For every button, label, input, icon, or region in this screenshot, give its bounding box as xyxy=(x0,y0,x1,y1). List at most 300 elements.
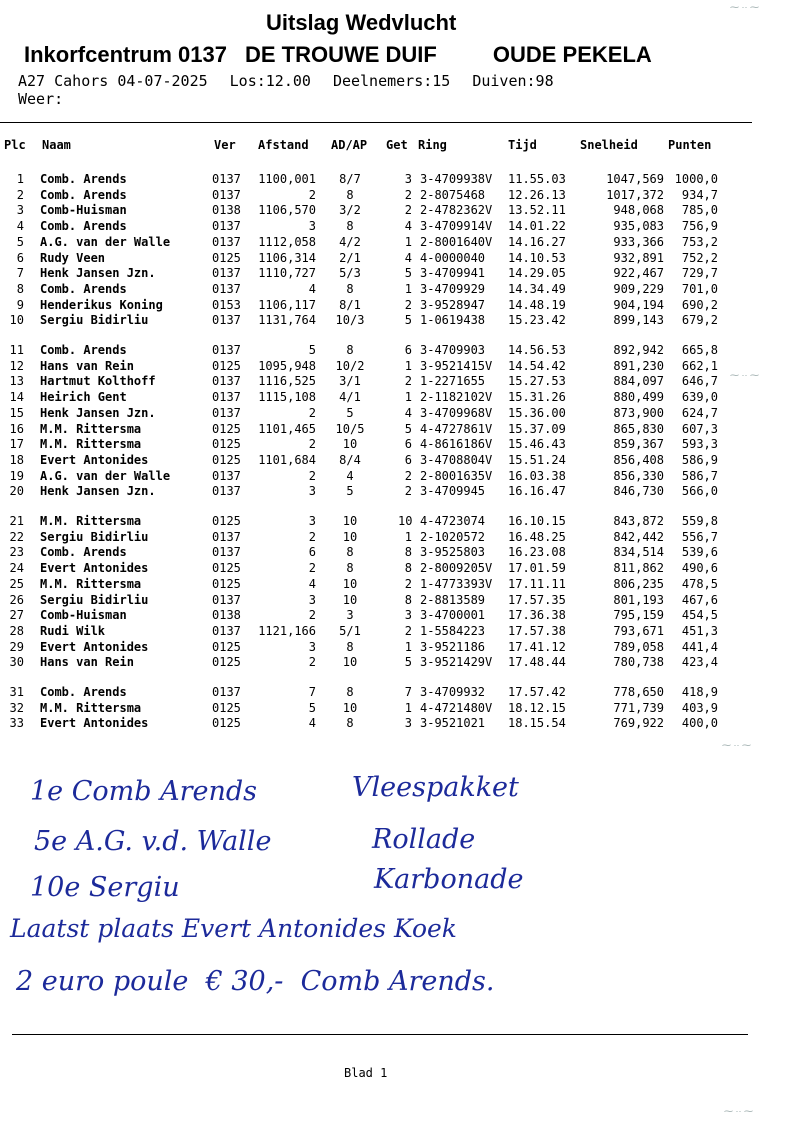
table-row xyxy=(0,469,800,485)
cell-punten: 490,6 xyxy=(681,561,718,576)
cell-snelheid: 834,514 xyxy=(613,545,664,560)
cell-ring: 4-0000040 xyxy=(420,250,486,265)
cell-naam: Henk Jansen Jzn. xyxy=(40,484,156,499)
handwritten-note-5: 2 euro poule € 30,- Comb Arends. xyxy=(16,966,495,997)
table-row xyxy=(0,172,800,188)
cell-ring: 3-9521429V xyxy=(420,655,493,670)
cell-naam: Sergiu Bidirliu xyxy=(40,592,149,607)
cell-naam: Hans van Rein xyxy=(40,358,134,373)
cell-get: 4 xyxy=(404,405,412,420)
cell-plc: 24 xyxy=(9,561,24,576)
cell-get: 6 xyxy=(404,437,412,452)
cell-afstand: 1131,764 xyxy=(258,313,316,328)
table-row xyxy=(0,561,800,577)
cell-ring: 1-5584223 xyxy=(420,623,486,638)
cell-tijd: 15.36.00 xyxy=(508,405,566,420)
cell-tijd: 14.01.22 xyxy=(508,219,566,234)
cell-plc: 18 xyxy=(9,452,24,467)
cell-afstand: 1115,108 xyxy=(258,390,316,405)
cell-plc: 13 xyxy=(9,374,24,389)
cell-plc: 27 xyxy=(9,608,24,623)
table-row xyxy=(0,251,800,267)
cell-snelheid: 899,143 xyxy=(613,313,664,328)
cell-get: 4 xyxy=(404,219,412,234)
cell-tijd: 15.37.09 xyxy=(508,421,566,436)
cell-naam: Henk Jansen Jzn. xyxy=(40,405,156,420)
cell-ring: 2-8009205V xyxy=(420,561,493,576)
cell-afstand: 5 xyxy=(308,700,316,715)
cell-adap: 4 xyxy=(346,468,354,483)
cell-ver: 0137 xyxy=(212,484,241,499)
table-row xyxy=(0,484,800,500)
cell-plc: 26 xyxy=(9,592,24,607)
cell-afstand: 2 xyxy=(308,655,316,670)
cell-ring: 4-8616186V xyxy=(420,437,493,452)
cell-get: 8 xyxy=(404,592,412,607)
cell-get: 10 xyxy=(398,514,413,528)
cell-ring: 3-4709941 xyxy=(420,266,486,281)
cell-punten: 665,8 xyxy=(681,343,718,357)
cell-afstand: 1106,117 xyxy=(258,297,316,312)
col-plc: Plc xyxy=(4,138,26,152)
cell-ver: 0125 xyxy=(212,358,241,373)
cell-tijd: 12.26.13 xyxy=(508,187,566,202)
cell-tijd: 13.52.11 xyxy=(508,203,566,218)
col-punten: Punten xyxy=(668,138,712,152)
cell-adap: 3/1 xyxy=(339,374,361,389)
weather: Weer: xyxy=(18,90,64,108)
cell-afstand: 2 xyxy=(308,529,316,544)
cell-ver: 0125 xyxy=(212,639,241,654)
cell-snelheid: 904,194 xyxy=(613,297,664,312)
cell-afstand: 1101,465 xyxy=(258,421,316,436)
cell-naam: M.M. Rittersma xyxy=(40,700,142,715)
cell-ver: 0125 xyxy=(212,576,241,591)
cell-naam: Henderikus Koning xyxy=(40,297,163,312)
cell-plc: 16 xyxy=(9,421,24,436)
cell-adap: 5 xyxy=(346,405,354,420)
cell-tijd: 14.48.19 xyxy=(508,297,566,312)
cell-naam: Hartmut Kolthoff xyxy=(40,374,156,389)
cell-snelheid: 948,068 xyxy=(613,203,664,218)
cell-ver: 0137 xyxy=(212,187,241,202)
cell-naam: Comb. Arends xyxy=(40,545,127,560)
cell-punten: 729,7 xyxy=(681,266,718,281)
table-row xyxy=(0,593,800,609)
cell-punten: 646,7 xyxy=(681,374,718,389)
cell-punten: 1000,0 xyxy=(674,172,718,186)
cell-afstand: 1106,314 xyxy=(258,250,316,265)
cell-naam: Comb. Arends xyxy=(40,172,127,186)
table-row xyxy=(0,530,800,546)
header-line xyxy=(24,42,670,68)
cell-tijd: 14.34.49 xyxy=(508,281,566,296)
pigeon-count: Duiven:98 xyxy=(472,72,554,90)
table-row xyxy=(0,453,800,469)
table-row xyxy=(0,437,800,453)
cell-naam: Hans van Rein xyxy=(40,655,134,670)
cell-afstand: 1121,166 xyxy=(258,623,316,638)
cell-naam: M.M. Rittersma xyxy=(40,514,142,528)
cell-get: 8 xyxy=(404,545,412,560)
cell-ver: 0137 xyxy=(212,234,241,249)
table-row xyxy=(0,685,800,701)
cell-naam: Comb. Arends xyxy=(40,343,127,357)
cell-punten: 639,0 xyxy=(681,390,718,405)
cell-snelheid: 884,097 xyxy=(613,374,664,389)
cell-naam: M.M. Rittersma xyxy=(40,437,142,452)
cell-tijd: 16.23.08 xyxy=(508,545,566,560)
cell-ring: 3-9521186 xyxy=(420,639,486,654)
cell-naam: A.G. van der Walle xyxy=(40,468,171,483)
cell-ver: 0137 xyxy=(212,529,241,544)
cell-afstand: 4 xyxy=(308,281,316,296)
cell-plc: 2 xyxy=(16,187,24,202)
cell-afstand: 2 xyxy=(308,608,316,623)
cell-tijd: 17.48.44 xyxy=(508,655,566,670)
race-info xyxy=(18,72,576,90)
cell-naam: Comb. Arends xyxy=(40,219,127,234)
cell-get: 2 xyxy=(404,623,412,638)
cell-tijd: 16.10.15 xyxy=(508,514,566,528)
table-row xyxy=(0,343,800,359)
cell-plc: 1 xyxy=(16,172,24,186)
cell-ring: 3-4700001 xyxy=(420,608,486,623)
cell-snelheid: 843,872 xyxy=(613,514,664,528)
cell-punten: 478,5 xyxy=(681,576,718,591)
cell-punten: 593,3 xyxy=(681,437,718,452)
cell-adap: 8 xyxy=(346,343,354,357)
cell-plc: 25 xyxy=(9,576,24,591)
cell-naam: Comb. Arends xyxy=(40,281,127,296)
table-row xyxy=(0,374,800,390)
club-name: DE TROUWE DUIF xyxy=(244,42,437,67)
cell-ver: 0125 xyxy=(212,700,241,715)
cell-ring: 4-4723074 xyxy=(420,514,486,528)
cell-get: 6 xyxy=(404,452,412,467)
cell-adap: 2/1 xyxy=(339,250,361,265)
cell-naam: Evert Antonides xyxy=(40,716,149,731)
cell-snelheid: 806,235 xyxy=(613,576,664,591)
cell-snelheid: 846,730 xyxy=(613,484,664,499)
cell-punten: 559,8 xyxy=(681,514,718,528)
cell-snelheid: 909,229 xyxy=(613,281,664,296)
cell-punten: 690,2 xyxy=(681,297,718,312)
cell-adap: 10/2 xyxy=(335,358,365,373)
cell-get: 2 xyxy=(404,187,412,202)
handwritten-note-1a: 1e Comb Arends xyxy=(30,776,258,807)
cell-ver: 0125 xyxy=(212,655,241,670)
cell-get: 2 xyxy=(404,297,412,312)
cell-naam: Sergiu Bidirliu xyxy=(40,529,149,544)
cell-adap: 5/1 xyxy=(339,623,361,638)
cell-punten: 752,2 xyxy=(681,250,718,265)
cell-tijd: 15.23.42 xyxy=(508,313,566,328)
cell-naam: Comb-Huisman xyxy=(40,608,127,623)
cell-afstand: 1106,570 xyxy=(258,203,316,218)
cell-get: 2 xyxy=(404,484,412,499)
cell-adap: 10 xyxy=(342,700,358,715)
cell-ver: 0125 xyxy=(212,452,241,467)
cell-punten: 624,7 xyxy=(681,405,718,420)
cell-naam: Rudy Veen xyxy=(40,250,106,265)
cell-plc: 15 xyxy=(9,405,24,420)
cell-ring: 2-8001640V xyxy=(420,234,493,249)
cell-ring: 3-4709945 xyxy=(420,484,486,499)
col-ver: Ver xyxy=(214,138,236,152)
cell-ver: 0125 xyxy=(212,421,241,436)
cell-adap: 8/1 xyxy=(339,297,361,312)
cell-ring: 2-8001635V xyxy=(420,468,493,483)
cell-punten: 400,0 xyxy=(681,716,718,731)
cell-punten: 556,7 xyxy=(681,529,718,544)
cell-afstand: 1095,948 xyxy=(258,358,316,373)
cell-adap: 4/2 xyxy=(339,234,361,249)
cell-naam: Comb-Huisman xyxy=(40,203,127,218)
cell-tijd: 16.16.47 xyxy=(508,484,566,499)
cell-naam: A.G. van der Walle xyxy=(40,234,171,249)
cell-ver: 0137 xyxy=(212,266,241,281)
cell-plc: 23 xyxy=(9,545,24,560)
cell-tijd: 14.16.27 xyxy=(508,234,566,249)
table-row xyxy=(0,313,800,329)
cell-ring: 2-8075468 xyxy=(420,187,486,202)
col-ring: Ring xyxy=(418,138,447,152)
cell-ver: 0137 xyxy=(212,405,241,420)
table-row xyxy=(0,545,800,561)
cell-tijd: 17.11.11 xyxy=(508,576,566,591)
cell-tijd: 14.29.05 xyxy=(508,266,566,281)
cell-snelheid: 865,830 xyxy=(613,421,664,436)
cell-punten: 679,2 xyxy=(681,313,718,328)
cell-plc: 17 xyxy=(9,437,24,452)
cell-afstand: 5 xyxy=(308,343,316,357)
cell-ring: 2-1182102V xyxy=(420,390,493,405)
cell-plc: 31 xyxy=(9,685,24,699)
cell-naam: Evert Antonides xyxy=(40,452,149,467)
cell-ver: 0137 xyxy=(212,592,241,607)
cell-get: 1 xyxy=(404,358,412,373)
bottom-rule xyxy=(12,1034,748,1035)
cell-afstand: 4 xyxy=(308,716,316,731)
cell-ver: 0137 xyxy=(212,219,241,234)
participants: Deelnemers:15 xyxy=(332,72,451,90)
table-row xyxy=(0,701,800,717)
handwritten-note-1b: Vleespakket xyxy=(352,772,519,803)
cell-plc: 30 xyxy=(9,655,24,670)
table-row xyxy=(0,716,800,732)
cell-get: 7 xyxy=(404,685,412,699)
cell-punten: 785,0 xyxy=(681,203,718,218)
cell-ver: 0137 xyxy=(212,685,241,699)
table-row xyxy=(0,422,800,438)
cell-tijd: 17.57.35 xyxy=(508,592,566,607)
cell-get: 3 xyxy=(404,716,412,731)
cell-get: 8 xyxy=(404,561,412,576)
cell-snelheid: 811,862 xyxy=(613,561,664,576)
cell-adap: 10 xyxy=(342,437,358,452)
cell-snelheid: 780,738 xyxy=(613,655,664,670)
cell-tijd: 17.36.38 xyxy=(508,608,566,623)
cell-plc: 20 xyxy=(9,484,24,499)
cell-afstand: 3 xyxy=(308,639,316,654)
cell-naam: M.M. Rittersma xyxy=(40,576,142,591)
cell-afstand: 1110,727 xyxy=(258,266,316,281)
margin-scribble: ⁓ ·· ⁓ xyxy=(730,2,759,12)
cell-afstand: 1112,058 xyxy=(258,234,316,249)
cell-afstand: 3 xyxy=(308,514,316,528)
cell-punten: 539,6 xyxy=(681,545,718,560)
cell-get: 1 xyxy=(404,390,412,405)
cell-plc: 9 xyxy=(16,297,24,312)
cell-plc: 29 xyxy=(9,639,24,654)
cell-adap: 8/7 xyxy=(339,172,361,186)
cell-punten: 934,7 xyxy=(681,187,718,202)
cell-ring: 3-9528947 xyxy=(420,297,486,312)
cell-naam: M.M. Rittersma xyxy=(40,421,142,436)
cell-adap: 10 xyxy=(342,529,358,544)
cell-plc: 33 xyxy=(9,716,24,731)
cell-afstand: 3 xyxy=(308,484,316,499)
cell-plc: 14 xyxy=(9,390,24,405)
cell-get: 2 xyxy=(404,576,412,591)
cell-snelheid: 891,230 xyxy=(613,358,664,373)
cell-ver: 0138 xyxy=(212,203,241,218)
race-name: A27 Cahors 04-07-2025 xyxy=(18,72,208,90)
cell-naam: Comb. Arends xyxy=(40,187,127,202)
cell-snelheid: 932,891 xyxy=(613,250,664,265)
cell-ring: 3-9525803 xyxy=(420,545,486,560)
cell-ring: 3-4709929 xyxy=(420,281,486,296)
cell-plc: 7 xyxy=(16,266,24,281)
cell-adap: 5 xyxy=(346,484,354,499)
cell-plc: 6 xyxy=(16,250,24,265)
cell-ver: 0137 xyxy=(212,172,241,186)
page-number: Blad 1 xyxy=(344,1066,388,1080)
cell-punten: 441,4 xyxy=(681,639,718,654)
cell-plc: 12 xyxy=(9,358,24,373)
table-row xyxy=(0,282,800,298)
table-row xyxy=(0,219,800,235)
cell-adap: 5/3 xyxy=(339,266,361,281)
cell-tijd: 17.57.38 xyxy=(508,623,566,638)
cell-get: 5 xyxy=(404,266,412,281)
cell-plc: 3 xyxy=(16,203,24,218)
cell-ring: 3-4709914V xyxy=(420,219,493,234)
cell-tijd: 14.10.53 xyxy=(508,250,566,265)
handwritten-note-4: Laatst plaats Evert Antonides Koek xyxy=(10,914,457,943)
cell-afstand: 1100,001 xyxy=(258,172,316,186)
cell-ring: 1-4773393V xyxy=(420,576,493,591)
cell-adap: 3 xyxy=(346,608,354,623)
cell-naam: Heirich Gent xyxy=(40,390,127,405)
cell-plc: 22 xyxy=(9,529,24,544)
cell-adap: 3/2 xyxy=(339,203,361,218)
table-row xyxy=(0,235,800,251)
cell-get: 1 xyxy=(404,234,412,249)
cell-plc: 28 xyxy=(9,623,24,638)
cell-ring: 3-9521415V xyxy=(420,358,493,373)
cell-ring: 3-4709938V xyxy=(420,172,493,186)
cell-plc: 5 xyxy=(16,234,24,249)
cell-snelheid: 1017,372 xyxy=(606,187,664,202)
cell-punten: 418,9 xyxy=(681,685,718,699)
cell-snelheid: 778,650 xyxy=(613,685,664,699)
cell-afstand: 2 xyxy=(308,437,316,452)
cell-ver: 0137 xyxy=(212,545,241,560)
cell-plc: 19 xyxy=(9,468,24,483)
table-row xyxy=(0,298,800,314)
cell-adap: 8 xyxy=(346,639,354,654)
cell-punten: 753,2 xyxy=(681,234,718,249)
cell-punten: 607,3 xyxy=(681,421,718,436)
place-name: OUDE PEKELA xyxy=(492,42,652,67)
cell-punten: 403,9 xyxy=(681,700,718,715)
cell-adap: 8/4 xyxy=(339,452,361,467)
cell-adap: 10/5 xyxy=(335,421,365,436)
cell-snelheid: 769,922 xyxy=(613,716,664,731)
table-row xyxy=(0,577,800,593)
cell-get: 3 xyxy=(404,172,412,186)
cell-tijd: 14.54.42 xyxy=(508,358,566,373)
cell-punten: 454,5 xyxy=(681,608,718,623)
cell-ring: 4-4727861V xyxy=(420,421,493,436)
cell-afstand: 6 xyxy=(308,545,316,560)
col-snelheid: Snelheid xyxy=(580,138,638,152)
cell-snelheid: 771,739 xyxy=(613,700,664,715)
cell-adap: 10 xyxy=(342,576,358,591)
cell-snelheid: 793,671 xyxy=(613,623,664,638)
cell-snelheid: 873,900 xyxy=(613,405,664,420)
cell-snelheid: 1047,569 xyxy=(606,172,664,186)
cell-get: 3 xyxy=(404,608,412,623)
cell-adap: 8 xyxy=(346,561,354,576)
cell-punten: 566,0 xyxy=(681,484,718,499)
cell-naam: Evert Antonides xyxy=(40,639,149,654)
cell-snelheid: 856,408 xyxy=(613,452,664,467)
cell-adap: 8 xyxy=(346,219,354,234)
cell-ver: 0125 xyxy=(212,437,241,452)
cell-snelheid: 892,942 xyxy=(613,343,664,357)
col-tijd: Tijd xyxy=(508,138,537,152)
cell-adap: 8 xyxy=(346,685,354,699)
cell-tijd: 16.03.38 xyxy=(508,468,566,483)
cell-ring: 3-4709968V xyxy=(420,405,493,420)
table-row xyxy=(0,624,800,640)
cell-snelheid: 880,499 xyxy=(613,390,664,405)
page-title: Uitslag Wedvlucht xyxy=(266,10,457,35)
cell-ring: 2-8813589 xyxy=(420,592,486,607)
cell-tijd: 15.51.24 xyxy=(508,452,566,467)
cell-plc: 32 xyxy=(9,700,24,715)
cell-afstand: 3 xyxy=(308,219,316,234)
cell-afstand: 4 xyxy=(308,576,316,591)
cell-afstand: 1116,525 xyxy=(258,374,316,389)
cell-ver: 0137 xyxy=(212,374,241,389)
cell-get: 6 xyxy=(404,343,412,357)
cell-ver: 0125 xyxy=(212,561,241,576)
cell-get: 5 xyxy=(404,313,412,328)
cell-naam: Comb. Arends xyxy=(40,685,127,699)
cell-afstand: 2 xyxy=(308,187,316,202)
cell-snelheid: 795,159 xyxy=(613,608,664,623)
cell-adap: 8 xyxy=(346,281,354,296)
cell-get: 4 xyxy=(404,250,412,265)
cell-snelheid: 789,058 xyxy=(613,639,664,654)
cell-ring: 1-0619438 xyxy=(420,313,486,328)
cell-adap: 8 xyxy=(346,716,354,731)
cell-tijd: 16.48.25 xyxy=(508,529,566,544)
